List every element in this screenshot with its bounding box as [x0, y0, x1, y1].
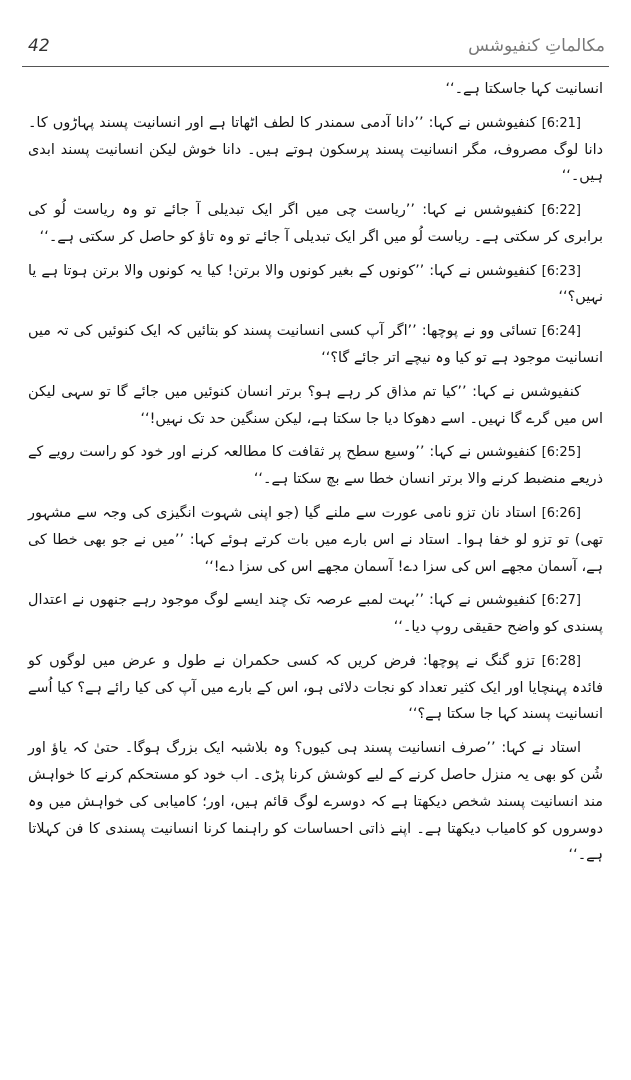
paragraph-text: کنفیوشس نے کہا: ’’بہت لمبے عرصہ تک چند ایسے لوگ موجود رہے جنھوں نے اعتدال پسندی کو واضح حقیقی روپ دیا۔‘‘ [28, 592, 603, 636]
paragraph-text: کنفیوشس نے کہا: ’’وسیع سطح پر ثقافت کا مطالعہ کرنے اور خود کو راست رویے کے ذریعے منضبط کرنے والا برتر انسان خطا سے بچ سکتا ہے۔‘‘ [28, 444, 603, 488]
paragraph [28, 258, 603, 312]
verse-reference: [6:23] [541, 263, 581, 279]
paragraph [28, 110, 603, 190]
page-number: 42 [28, 36, 50, 56]
paragraph [28, 379, 603, 433]
paragraph-text: کنفیوشس نے کہا: ’’کیا تم مذاق کر رہے ہو؟ برتر انسان کنوئیں میں جائے گا تو سہی لیکن اس میں گرے گا نہیں۔ اسے دھوکا دیا جا سکتا ہے، لیکن سنگین حد تک نہیں!‘‘ [28, 383, 603, 427]
verse-reference: [6:26] [541, 505, 581, 521]
verse-reference: [6:27] [541, 593, 581, 609]
verse-reference: [6:21] [541, 115, 581, 131]
paragraph [28, 76, 603, 103]
paragraph [28, 500, 603, 580]
body-text [28, 76, 603, 1040]
paragraph-text: استاد نان تزو نامی عورت سے ملنے گیا (جو اپنی شہوت انگیزی کی وجہ سے مشہور تھی) تو تزو لو خفا ہوا۔ استاد نے اس بارے میں بات کرتے ہوئے کہا: ’’میں نے جو بھی خطا کی ہے، آسمان مجھے اس کی سزا دے! آسمان مجھے اس کی سزا دے!‘‘ [28, 504, 603, 575]
paragraph [28, 197, 603, 251]
verse-reference: [6:25] [541, 445, 581, 461]
paragraph-text: کنفیوشس نے کہا: ’’کونوں کے بغیر کونوں والا برتن! کیا یہ کونوں والا برتن ہوتا ہے یا نہیں؟‘‘ [28, 262, 603, 306]
paragraph [28, 439, 603, 493]
paragraph [28, 735, 603, 869]
running-title: مکالماتِ کنفیوشس [468, 36, 605, 56]
paragraph [28, 587, 603, 641]
paragraph-text: استاد نے کہا: ’’صرف انسانیت پسند ہی کیوں؟ وہ بلاشبہ ایک بزرگ ہوگا۔ حتیٰ کہ یاؤ اور شُن کو بھی یہ منزل حاصل کرنے کے لیے کوشش کرنا پڑی۔ اب خود کو مستحکم کرنے کا خواہش مند انسانیت پسند شخص دیکھتا ہے کہ دوسرے لوگ قائم ہیں، اور؛ کامیابی کی خواہش میں وہ دوسروں کو کامیاب دیکھتا ہے۔ اپنے ذاتی احساسات کو راہنما کرنا انسانیت پسندی کا فن کہلاتا ہے۔‘‘ [28, 740, 603, 864]
paragraph-text: انسانیت کہا جاسکتا ہے۔‘‘ [445, 81, 603, 97]
page-header [22, 36, 609, 67]
paragraph-text: کنفیوشس نے کہا: ’’ریاست چی میں اگر ایک تبدیلی آ جائے تو وہ ریاست لُو کی برابری کر سکتی ہے۔ ریاست لُو میں اگر ایک تبدیلی آ جائے تو وہ تاؤ کو حاصل کر سکتی ہے۔‘‘ [28, 202, 603, 245]
paragraph-text: کنفیوشس نے کہا: ’’دانا آدمی سمندر کا لطف اٹھاتا ہے اور انسانیت پسند پہاڑوں کا۔ دانا لوگ مصروف، مگر انسانیت پسند پرسکون ہوتے ہیں۔ دانا خوش لیکن انسانیت پسند ابدی ہیں۔‘‘ [28, 114, 603, 185]
verse-reference: [6:22] [541, 203, 581, 219]
paragraph-text: تسائی وو نے پوچھا: ’’اگر آپ کسی انسانیت پسند کو بتائیں کہ ایک کنوئیں کی تہ میں انسانیت موجود ہے تو کیا وہ نیچے اتر جائے گا؟‘‘ [28, 323, 603, 367]
paragraph [28, 648, 603, 728]
paragraph [28, 318, 603, 372]
paragraph-text: تزو گنگ نے پوچھا: فرض کریں کہ کسی حکمران نے طول و عرض میں لوگوں کو فائدہ پہنچایا اور ایک کثیر تعداد کو نجات دلائی ہو، اس کے بارے میں آپ کی کیا رائے ہے؟ کیا اُسے انسانیت پسند کہا جا سکتا ہے؟‘‘ [28, 652, 603, 723]
verse-reference: [6:28] [541, 653, 581, 669]
verse-reference: [6:24] [541, 324, 581, 340]
